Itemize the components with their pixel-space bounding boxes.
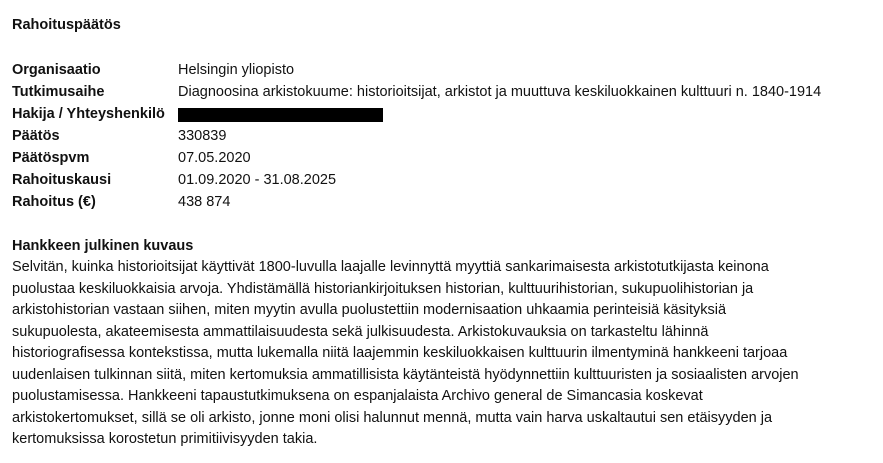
field-label: Rahoitus (€)	[12, 194, 96, 210]
field-value: Helsingin yliopisto	[178, 62, 295, 78]
description-heading: Hankkeen julkinen kuvaus	[12, 238, 194, 254]
field-row-organisation	[12, 59, 872, 81]
field-row-decision-date	[12, 147, 872, 169]
field-value: 438 874	[178, 194, 231, 210]
description-body	[12, 257, 862, 451]
description-line: arkistokertomukset, sillä se oli arkisto, jonne moni olisi halunnut mennä, mutta vain harva uskaltautui sen etäisyyden ja	[12, 409, 773, 426]
field-value: 330839	[178, 128, 227, 144]
field-row-funding-amount	[12, 191, 872, 213]
description-line: arkistohistorian vastaan siihen, miten myytin avulla puolustettiin modernisaation uhkaamia perinteisiä käsityksiä	[12, 302, 727, 318]
field-value-redacted	[178, 103, 872, 125]
description-line: puolustaa keskiluokkaisia arvoja. Yhdistämällä historiankirjoituksen historian, kulttuurihistorian, sukupuolihistorian ja	[12, 280, 754, 297]
field-label: Hakija / Yhteyshenkilö	[12, 106, 165, 122]
decision-details	[12, 59, 872, 213]
page-title: Rahoituspäätös	[12, 17, 121, 33]
description-line: Selvitän, kuinka historioitsijat käyttivät 1800-luvulla laajalle levinnyttä myyttiä sankarimaisesta arkistotutkijasta keinona	[12, 259, 769, 275]
field-label: Päätös	[12, 128, 60, 144]
field-label: Tutkimusaihe	[12, 84, 105, 100]
field-label: Organisaatio	[12, 62, 101, 78]
field-value: Diagnoosina arkistokuume: historioitsijat, arkistot ja muuttuva keskiluokkainen kulttuuri n. 1840-1914	[178, 84, 822, 100]
description-line: uudenlaisen tulkinnan siitä, miten kertomuksia ammatillisista käytänteistä hyödynnettiin kulttuuristen ja sosiaalisten arvojen	[12, 366, 799, 383]
field-row-decision	[12, 125, 872, 147]
field-value: 07.05.2020	[178, 150, 251, 166]
description-line: puolustamisessa. Hankkeeni tapaustutkimuksena on espanjalaista Archivo general de Simancasia koskevat	[12, 388, 703, 404]
field-value: 01.09.2020 - 31.08.2025	[178, 172, 337, 188]
field-row-applicant	[12, 103, 872, 125]
field-label: Päätöspvm	[12, 150, 90, 166]
field-row-funding-period	[12, 169, 872, 191]
field-label: Rahoituskausi	[12, 172, 112, 188]
description-line: historiografisessa kontekstissa, mutta lukemalla niitä laajemmin keskiluokkaisen kulttuurin ilmentyminä hankkeeni tarjoaa	[12, 345, 788, 361]
field-row-research-topic	[12, 81, 872, 103]
redaction-bar	[178, 108, 383, 122]
description-line: kertomuksissa korostetun primitiivisyyden takia.	[12, 431, 318, 447]
description-line: sukupuolesta, akateemisesta ammattilaisuudesta sekä julkisuudesta. Arkistokuvauksia on tarkasteltu lähinnä	[12, 323, 709, 340]
public-description	[12, 235, 862, 451]
